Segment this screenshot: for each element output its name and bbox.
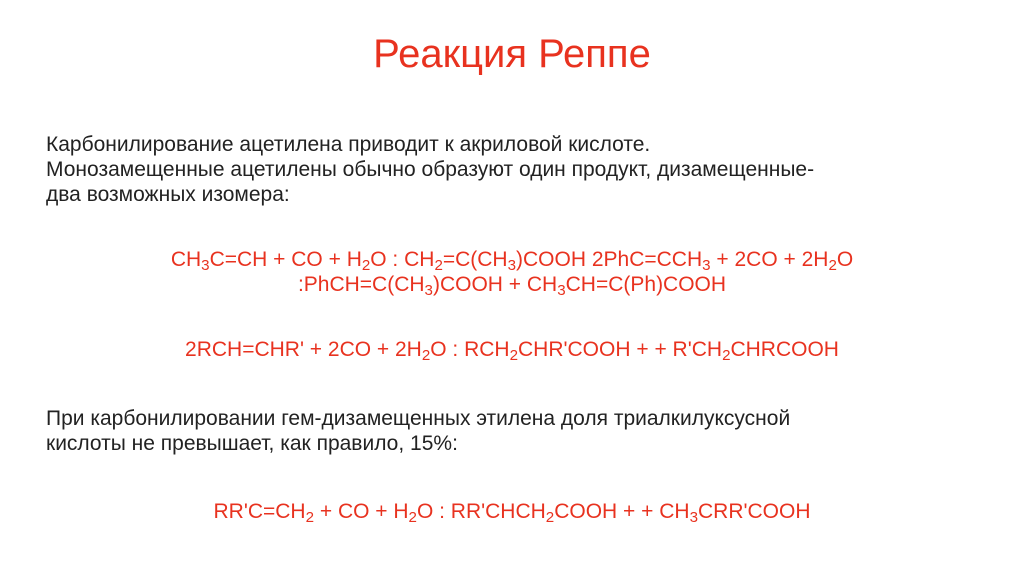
intro-line-3: два возможных изомера:	[46, 183, 290, 206]
gem-paragraph	[46, 406, 1006, 456]
slide-title: Реакция Реппе	[373, 32, 651, 76]
equation-acetylene-line-2: $:PhCH=C(CH_3)COOH$ + $CH_3CH=C(Ph)COOH$	[297, 273, 727, 300]
equation-alkene	[0, 337, 1024, 365]
gem-line-1: При карбонилировании гем-дизамещенных этилена доля триалкилуксусной	[46, 407, 791, 430]
gem-line-2: кислоты не превышает, как правило, 15%:	[46, 432, 458, 455]
equation-gem	[0, 499, 1024, 527]
equation-acetylene	[0, 247, 1024, 300]
intro-paragraph	[46, 132, 1006, 207]
equation-gem-line-1: $RR'C=CH_2$ + CO + $H_2O$ : $RR'CHCH_2COOH$ + + $CH_3CRR'COOH$	[213, 500, 811, 527]
equation-acetylene-line-1: $CH_3C=CH$ + CO + $H_2O$ : $CH_2=C(CH_3)COOH$ $2PhC=CCH_3 + 2CO + 2H_2O$	[170, 248, 854, 275]
equation-alkene-line-1: $2RCH=CHR' + 2CO + 2H_2O$ : $RCH_2CHR'COOH$ + + $R'CH_2CHRCOOH$	[185, 338, 839, 365]
intro-line-2: Монозамещенные ацетилены обычно образуют один продукт, дизамещенные-	[46, 158, 815, 181]
intro-line-1: Карбонилирование ацетилена приводит к акриловой кислоте.	[46, 133, 651, 156]
